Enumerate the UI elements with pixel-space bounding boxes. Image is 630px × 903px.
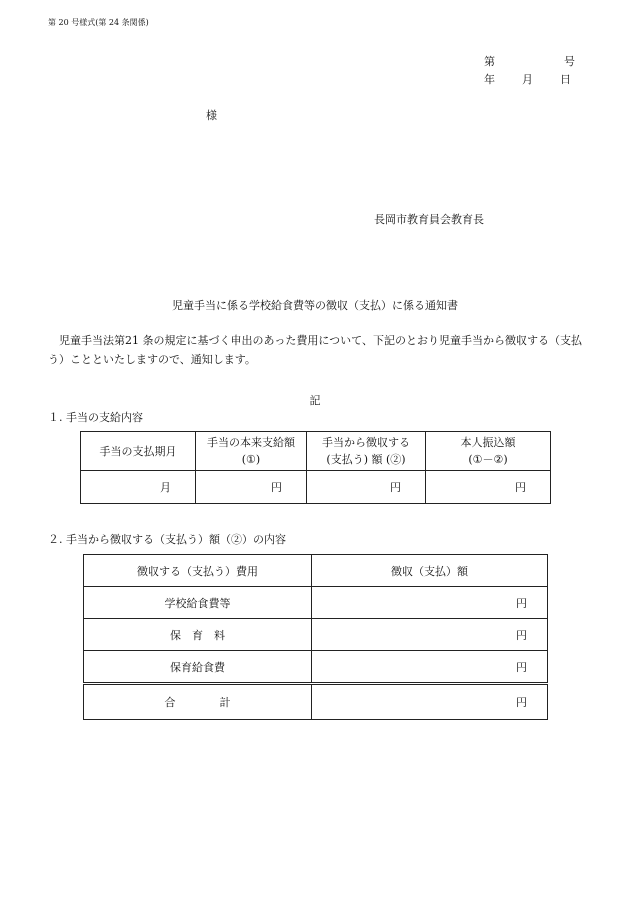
value-deduction-amount: 円 [307,471,426,504]
row-amount: 円 [312,651,548,684]
table-row [81,471,551,504]
row-label: 保育給食費 [84,651,312,684]
document-title: 児童手当に係る学校給食費等の徴収（支払）に係る通知書 [172,299,458,312]
header-transfer-amount: 本人振込額 (①－②) [426,432,551,471]
document-number-line [484,53,575,69]
total-row [84,684,548,720]
date-year: 年 [484,73,495,86]
section1-heading: １. 手当の支給内容 [48,411,143,424]
row-amount: 円 [312,619,548,651]
row-label: 学校給食費等 [84,587,312,619]
header-payment-month: 手当の支払期月 [81,432,196,471]
table-row [84,619,548,651]
table-header-row [84,555,548,587]
form-number: 第 20 号様式(第 24 条関係) [48,18,149,27]
table-row [84,587,548,619]
total-amount: 円 [312,684,548,720]
table-row [84,651,548,684]
number-prefix: 第 [484,55,495,68]
row-amount: 円 [312,587,548,619]
header-deduction-amount: 手当から徴収する (支払う) 額 (②) [307,432,426,471]
header-expense: 徴収する（支払う）費用 [84,555,312,587]
date-line [484,71,598,87]
value-transfer-amount: 円 [426,471,551,504]
body-text: 児童手当法第21 条の規定に基づく申出のあった費用について、下記のとおり児童手当から徴収する（支払う）ことといたしますので、通知します。 [48,334,582,366]
number-suffix: 号 [564,55,575,68]
recipient-honorific: 様 [206,109,217,122]
date-month: 月 [522,73,533,86]
row-label: 保 育 料 [84,619,312,651]
total-label: 合 計 [84,684,312,720]
header-amount: 徴収（支払）額 [312,555,548,587]
value-month: 月 [81,471,196,504]
ki-heading: 記 [309,394,321,407]
deduction-detail-table [83,554,548,720]
allowance-table [80,431,551,504]
date-day: 日 [560,73,571,86]
value-original-amount: 円 [196,471,307,504]
table-header-row [81,432,551,471]
sender-name: 長岡市教育員会教育長 [374,213,484,226]
header-original-amount: 手当の本来支給額 (①) [196,432,307,471]
section2-heading: ２. 手当から徴収する（支払う）額（②）の内容 [48,533,286,546]
